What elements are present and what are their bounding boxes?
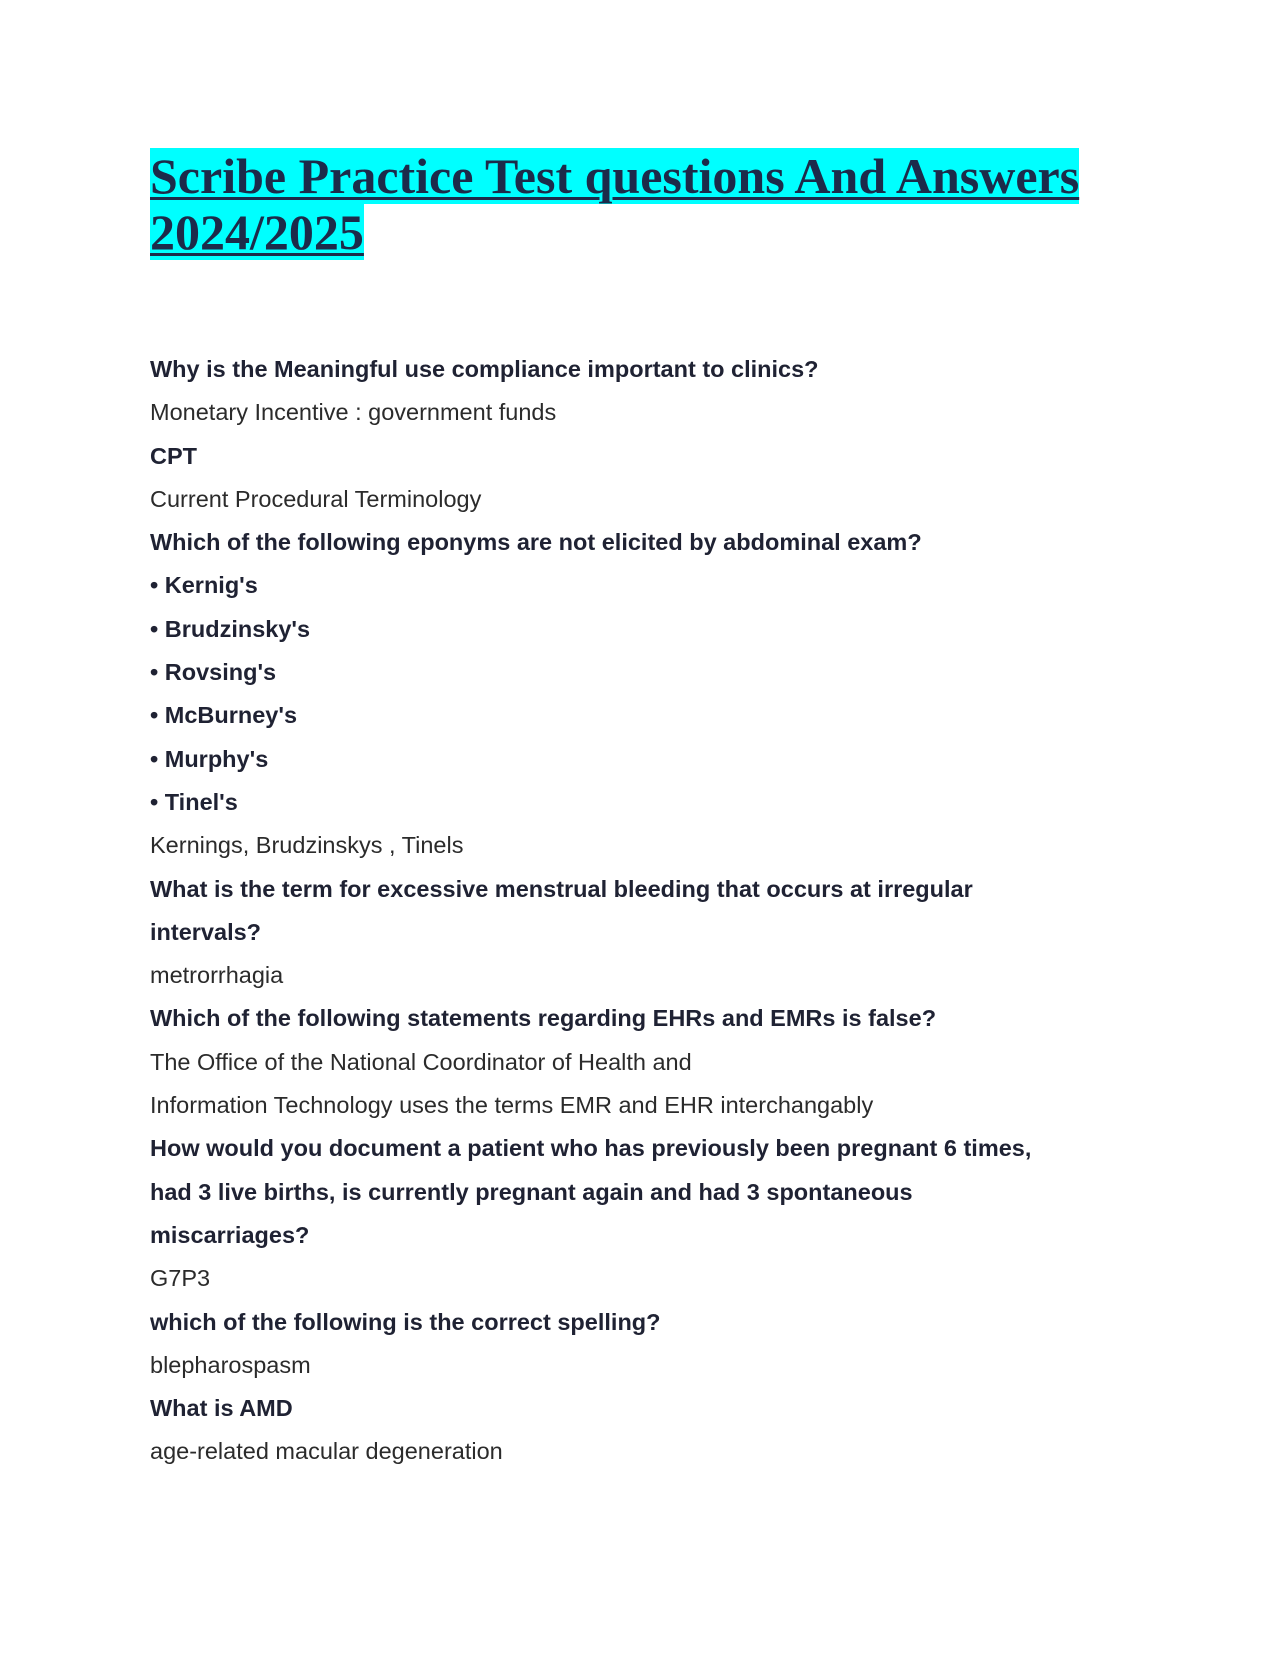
question-text: Which of the following statements regarding EHRs and EMRs is false? — [150, 1005, 937, 1032]
question-text: CPT — [150, 442, 197, 469]
qa-list — [150, 348, 1150, 1474]
question-text: intervals? — [150, 918, 262, 945]
option-item: • Murphy's — [150, 745, 269, 772]
question-text: What is the term for excessive menstrual bleeding that occurs at irregular — [150, 875, 973, 902]
question-text: How would you document a patient who has previously been pregnant 6 times, — [150, 1135, 1032, 1162]
answer-text: Information Technology uses the terms EMR and EHR interchangably — [150, 1092, 874, 1119]
option-item: • Tinel's — [150, 788, 238, 815]
question-text: Which of the following eponyms are not elicited by abdominal exam? — [150, 529, 922, 556]
option-item: • Brudzinsky's — [150, 615, 311, 642]
question-text: Why is the Meaningful use compliance important to clinics? — [150, 356, 819, 382]
question-text: which of the following is the correct spelling? — [150, 1308, 661, 1335]
document-title — [150, 148, 1150, 260]
answer-text: The Office of the National Coordinator of Health and — [150, 1048, 692, 1075]
option-item: • Rovsing's — [150, 659, 277, 686]
option-item: • McBurney's — [150, 702, 298, 729]
title-line-1: Scribe Practice Test questions And Answers — [150, 148, 1080, 204]
answer-text: metrorrhagia — [150, 962, 284, 989]
question-text: had 3 live births, is currently pregnant again and had 3 spontaneous — [150, 1178, 913, 1205]
answer-text: Monetary Incentive : government funds — [150, 399, 557, 426]
answer-text: blepharospasm — [150, 1351, 311, 1378]
answer-text: Kernings, Brudzinskys , Tinels — [150, 832, 464, 859]
question-text: miscarriages? — [150, 1221, 310, 1248]
title-line-2: 2024/2025 — [150, 204, 364, 260]
answer-text: age-related macular degeneration — [150, 1438, 503, 1465]
answer-text: Current Procedural Terminology — [150, 485, 482, 512]
question-text: What is AMD — [150, 1395, 293, 1422]
option-item: • Kernig's — [150, 572, 258, 599]
answer-text: G7P3 — [150, 1265, 211, 1292]
document-page — [150, 148, 1150, 1465]
